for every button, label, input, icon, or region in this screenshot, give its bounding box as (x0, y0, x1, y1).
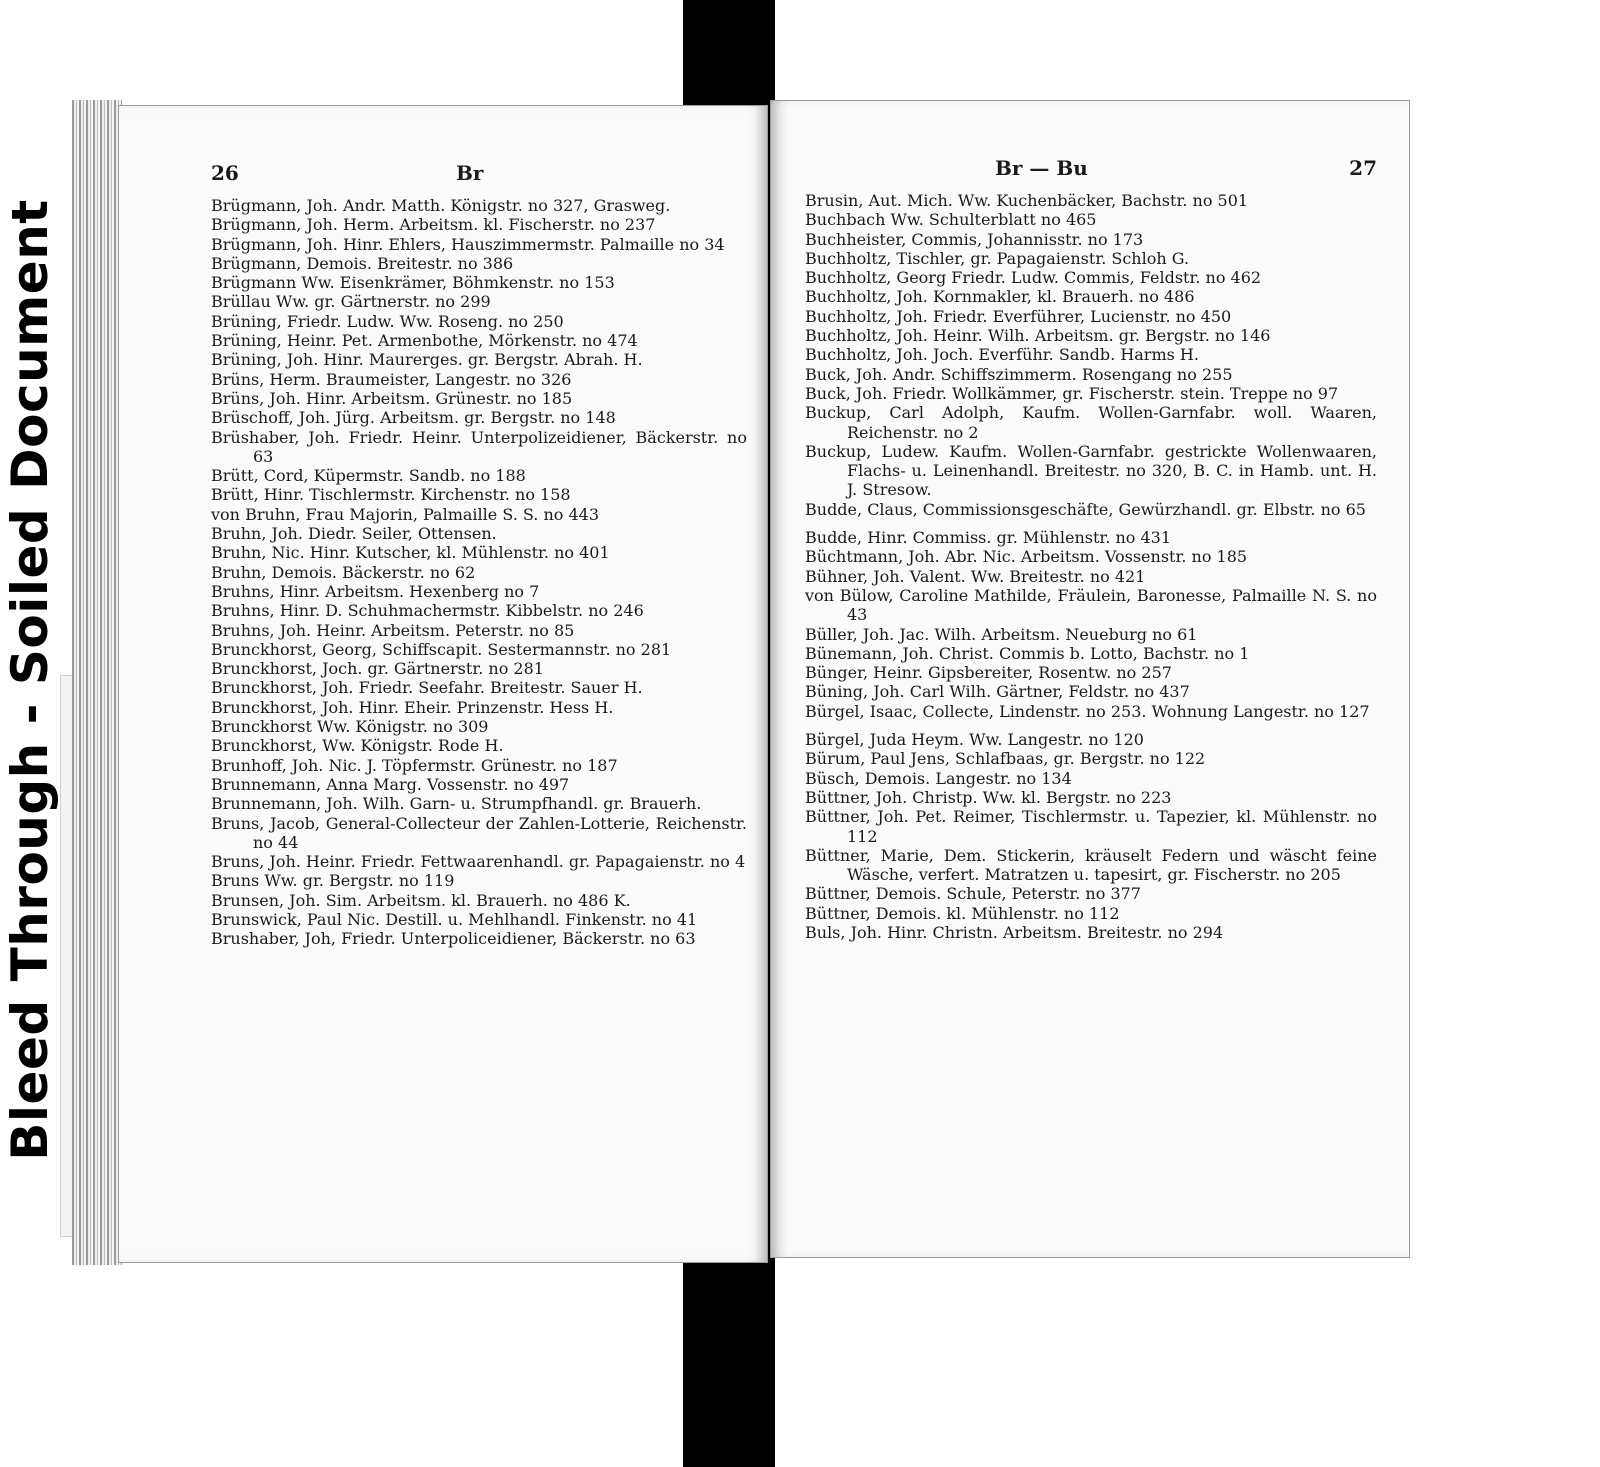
directory-entry: Budde, Hinr. Commiss. gr. Mühlenstr. no 431 (805, 528, 1172, 548)
directory-entry: Bünger, Heinr. Gipsbereiter, Rosentw. no 257 (805, 663, 1172, 683)
directory-entry: Brunnemann, Joh. Wilh. Garn- u. Strumpfhandl. gr. Brauerh. (211, 794, 702, 814)
left-page-number: 26 (211, 161, 239, 185)
directory-entry: Bruhn, Demois. Bäckerstr. no 62 (211, 562, 476, 582)
directory-entry: Brunckhorst, Joh. Hinr. Eheir. Prinzenstr. Hess H. (211, 697, 614, 717)
directory-entry: Bürgel, Juda Heym. Ww. Langestr. no 120 (805, 730, 1144, 750)
directory-entry: Brushaber, Joh, Friedr. Unterpoliceidiener, Bäckerstr. no 63 (211, 929, 696, 949)
directory-entry: Bruns Ww. gr. Bergstr. no 119 (211, 871, 455, 891)
directory-entry: Brusin, Aut. Mich. Ww. Kuchenbäcker, Bachstr. no 501 (805, 191, 1249, 210)
directory-entry: Brügmann Ww. Eisenkrämer, Böhmkenstr. no 153 (211, 273, 615, 293)
directory-entry: Buchholtz, Joh. Friedr. Everführer, Lucienstr. no 450 (805, 306, 1232, 326)
directory-entry: von Bülow, Caroline Mathilde, Fräulein, Baronesse, Palmaille N. S. no 43 (805, 585, 1377, 625)
directory-entry: Brütt, Hinr. Tischlermstr. Kirchenstr. no 158 (211, 485, 571, 505)
left-page (118, 105, 768, 1263)
directory-entry: Brüshaber, Joh. Friedr. Heinr. Unterpolizeidiener, Bäckerstr. no 63 (211, 427, 747, 466)
directory-entry: Brunnemann, Anna Marg. Vossenstr. no 497 (211, 774, 570, 794)
directory-entry: Brütt, Cord, Küpermstr. Sandb. no 188 (211, 466, 526, 486)
right-page (770, 100, 1410, 1258)
directory-entry: Buckup, Ludew. Kaufm. Wollen-Garnfabr. gestrickte Wollenwaaren, Flachs- u. Leinenhandl. Breitestr. no 320, B. C. in Hamb. unt. H. J. Stresow. (805, 441, 1377, 500)
directory-entry: Brüning, Heinr. Pet. Armenbothe, Mörkenstr. no 474 (211, 331, 638, 351)
directory-entry: Buck, Joh. Friedr. Wollkämmer, gr. Fischerstr. stein. Treppe no 97 (805, 383, 1339, 403)
directory-entry: Büsch, Demois. Langestr. no 134 (805, 768, 1072, 788)
directory-entry: Buchheister, Commis, Johannisstr. no 173 (805, 229, 1144, 249)
directory-entry: Brunckhorst, Joch. gr. Gärtnerstr. no 281 (211, 659, 544, 679)
directory-entry: Buchholtz, Tischler, gr. Papagaienstr. Schloh G. (805, 248, 1190, 268)
directory-entry: Buchholtz, Georg Friedr. Ludw. Commis, Feldstr. no 462 (805, 268, 1262, 288)
directory-entry: Buchholtz, Joh. Joch. Everführ. Sandb. Harms H. (805, 345, 1199, 365)
right-running-head (805, 156, 1377, 191)
directory-entry: Brunckhorst, Ww. Königstr. Rode H. (211, 736, 504, 756)
directory-entry: Büttner, Marie, Dem. Stickerin, kräuselt Federn und wäscht feine Wäsche, verfert. Matratzen u. tapesirt, gr. Fischerstr. no 205 (805, 845, 1377, 885)
directory-entry: Bruhn, Nic. Hinr. Kutscher, kl. Mühlenstr. no 401 (211, 543, 610, 563)
directory-entry: Bürgel, Isaac, Collecte, Lindenstr. no 253. Wohnung Langestr. no 127 (805, 701, 1370, 721)
directory-entry: Brügmann, Joh. Andr. Matth. Königstr. no 327, Grasweg. (211, 196, 671, 215)
right-entry-list (805, 191, 1377, 942)
directory-entry: Brunhoff, Joh. Nic. J. Töpfermstr. Grünestr. no 187 (211, 755, 618, 775)
directory-entry: Büttner, Demois. Schule, Peterstr. no 377 (805, 884, 1141, 904)
directory-entry: Bünemann, Joh. Christ. Commis b. Lotto, Bachstr. no 1 (805, 643, 1250, 663)
directory-entry: Büchtmann, Joh. Abr. Nic. Arbeitsm. Vossenstr. no 185 (805, 547, 1248, 567)
directory-entry: Büttner, Joh. Pet. Reimer, Tischlermstr. u. Tapezier, kl. Mühlenstr. no 112 (805, 807, 1377, 846)
directory-entry: Bruhns, Joh. Heinr. Arbeitsm. Peterstr. no 85 (211, 620, 575, 640)
directory-entry: Brunckhorst Ww. Königstr. no 309 (211, 717, 489, 737)
directory-entry: Buchbach Ww. Schulterblatt no 465 (805, 210, 1097, 230)
directory-entry: Bruhns, Hinr. D. Schuhmachermstr. Kibbelstr. no 246 (211, 601, 644, 621)
directory-entry: Bruns, Joh. Heinr. Friedr. Fettwaarenhandl. gr. Papagaienstr. no 4 (211, 852, 746, 872)
directory-entry: Brüns, Joh. Hinr. Arbeitsm. Grünestr. no 185 (211, 388, 573, 408)
directory-entry: Brüning, Friedr. Ludw. Ww. Roseng. no 250 (211, 311, 564, 331)
directory-entry: Buchholtz, Joh. Kornmakler, kl. Brauerh. no 486 (805, 287, 1195, 307)
directory-entry: Bruhn, Joh. Diedr. Seiler, Ottensen. (211, 524, 497, 544)
directory-entry: von Bruhn, Frau Majorin, Palmaille S. S. no 443 (211, 504, 599, 524)
directory-entry: Budde, Claus, Commissionsgeschäfte, Gewürzhandl. gr. Elbstr. no 65 (805, 499, 1366, 519)
directory-entry: Brunsen, Joh. Sim. Arbeitsm. kl. Brauerh. no 486 K. (211, 890, 631, 910)
directory-entry: Brunswick, Paul Nic. Destill. u. Mehlhandl. Finkenstr. no 41 (211, 909, 698, 929)
right-running-title: Br — Bu (995, 156, 1088, 180)
left-entry-list (211, 196, 747, 949)
directory-entry: Buchholtz, Joh. Heinr. Wilh. Arbeitsm. gr. Bergstr. no 146 (805, 326, 1271, 346)
directory-entry: Bruns, Jacob, General-Collecteur der Zahlen-Lotterie, Reichenstr. no 44 (211, 813, 747, 852)
directory-entry: Büller, Joh. Jac. Wilh. Arbeitsm. Neueburg no 61 (805, 624, 1198, 644)
directory-entry: Brügmann, Joh. Herm. Arbeitsm. kl. Fischerstr. no 237 (211, 215, 656, 235)
directory-entry: Brügmann, Demois. Breitestr. no 386 (211, 253, 514, 273)
directory-entry: Brüschoff, Joh. Jürg. Arbeitsm. gr. Bergstr. no 148 (211, 408, 616, 428)
right-page-number: 27 (1349, 156, 1377, 180)
directory-entry: Brunckhorst, Georg, Schiffscapit. Sestermannstr. no 281 (211, 639, 672, 659)
directory-entry: Brügmann, Joh. Hinr. Ehlers, Hauszimmermstr. Palmaille no 34 (211, 234, 725, 254)
directory-entry: Bruhns, Hinr. Arbeitsm. Hexenberg no 7 (211, 581, 540, 601)
directory-entry: Büttner, Joh. Christp. Ww. kl. Bergstr. no 223 (805, 787, 1172, 807)
bleed-through-soiled-document-label: Bleed Through - Soiled Document (1, 199, 59, 1161)
left-running-head (211, 161, 747, 196)
directory-entry: Büning, Joh. Carl Wilh. Gärtner, Feldstr. no 437 (805, 682, 1190, 702)
page-stack-edge (72, 100, 122, 1265)
directory-entry: Buckup, Carl Adolph, Kaufm. Wollen-Garnfabr. woll. Waaren, Reichenstr. no 2 (805, 403, 1377, 442)
directory-entry: Brunckhorst, Joh. Friedr. Seefahr. Breitestr. Sauer H. (211, 678, 643, 698)
directory-entry: Buck, Joh. Andr. Schiffszimmerm. Rosengang no 255 (805, 364, 1233, 384)
directory-entry: Bühner, Joh. Valent. Ww. Breitestr. no 421 (805, 566, 1146, 586)
directory-entry: Bürum, Paul Jens, Schlafbaas, gr. Bergstr. no 122 (805, 749, 1206, 769)
directory-entry: Brüning, Joh. Hinr. Maurerges. gr. Bergstr. Abrah. H. (211, 350, 643, 370)
left-running-title: Br (456, 161, 484, 185)
directory-entry: Brüllau Ww. gr. Gärtnerstr. no 299 (211, 292, 491, 312)
directory-entry: Buls, Joh. Hinr. Christn. Arbeitsm. Breitestr. no 294 (805, 922, 1224, 942)
directory-entry: Brüns, Herm. Braumeister, Langestr. no 326 (211, 369, 572, 389)
directory-entry: Büttner, Demois. kl. Mühlenstr. no 112 (805, 903, 1120, 923)
